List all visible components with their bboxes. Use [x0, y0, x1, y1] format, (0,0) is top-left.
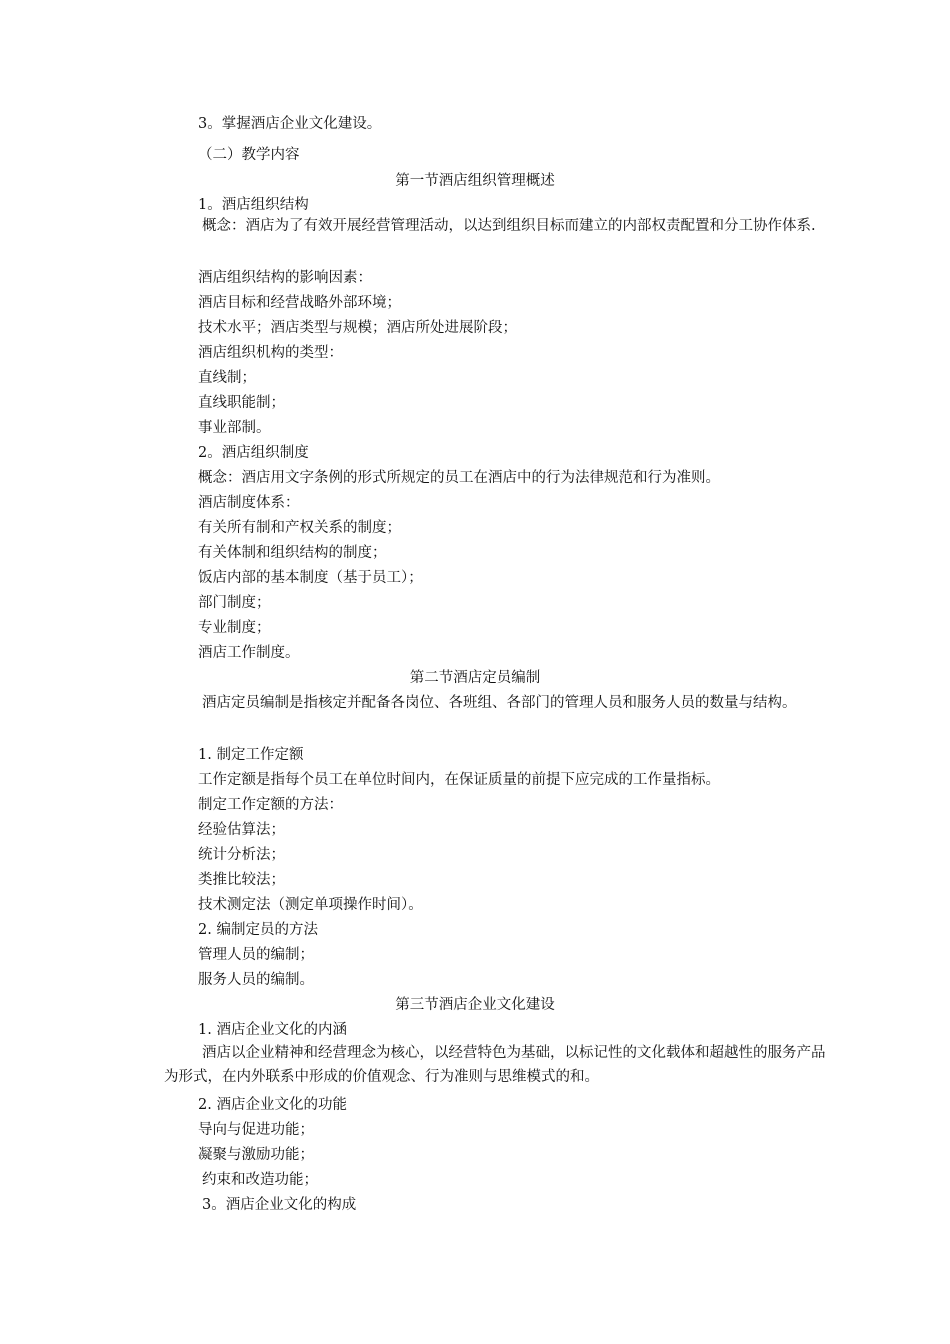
text-line: 统计分析法；: [198, 847, 285, 863]
subheading: 1. 制定工作定额: [198, 747, 304, 763]
text-line: 约束和改造功能；: [202, 1172, 318, 1188]
text-line: 酒店工作制度。: [198, 645, 300, 661]
text-line: 饭店内部的基本制度（基于员工）；: [198, 570, 423, 586]
text-line: 凝聚与激励功能；: [198, 1147, 314, 1163]
subheading: 2。酒店组织制度: [198, 445, 309, 461]
text-line: 服务人员的编制。: [198, 972, 314, 988]
text-line: 技术水平；酒店类型与规模；酒店所处进展阶段；: [198, 320, 517, 336]
text-line: 直线职能制；: [198, 395, 285, 411]
text-line: 管理人员的编制；: [198, 947, 314, 963]
text-line: 专业制度；: [198, 620, 271, 636]
text-line: 酒店组织机构的类型：: [198, 345, 343, 361]
paragraph: 概念：酒店为了有效开展经营管理活动，以达到组织目标而建立的内部权责配置和分工协作体系.: [202, 218, 816, 234]
text-line: 有关体制和组织结构的制度；: [198, 545, 387, 561]
subheading: 2. 酒店企业文化的功能: [198, 1097, 347, 1113]
text-line: 技术测定法（测定单项操作时间）。: [198, 897, 423, 913]
section-heading: （二）教学内容: [198, 147, 300, 163]
text-line: 有关所有制和产权关系的制度；: [198, 520, 401, 536]
text-line: 部门制度；: [198, 595, 271, 611]
chapter-section-title-3: 第三节酒店企业文化建设: [395, 997, 555, 1013]
paragraph: 酒店以企业精神和经营理念为核心，以经营特色为基础，以标记性的文化载体和超越性的服务产品为形式，在内外联系中形成的价值观念、行为准则与思维模式的和。: [164, 1045, 826, 1085]
subheading: 1。酒店组织结构: [198, 197, 309, 213]
subheading: 1. 酒店企业文化的内涵: [198, 1022, 347, 1038]
text-line: 直线制；: [198, 370, 256, 386]
text-line: 酒店目标和经营战略外部环境；: [198, 295, 401, 311]
text-line: 酒店组织结构的影响因素：: [198, 270, 372, 286]
objective-line: 3。掌握酒店企业文化建设。: [198, 116, 382, 132]
text-line: 经验估算法；: [198, 822, 285, 838]
subheading: 3。酒店企业文化的构成: [202, 1197, 357, 1213]
text-line: 工作定额是指每个员工在单位时间内，在保证质量的前提下应完成的工作量指标。: [198, 772, 720, 788]
text-line: 事业部制。: [198, 420, 271, 436]
text-line: 酒店制度体系：: [198, 495, 300, 511]
chapter-section-title-1: 第一节酒店组织管理概述: [395, 173, 555, 189]
text-line: 制定工作定额的方法：: [198, 797, 343, 813]
text-line: 概念：酒店用文字条例的形式所规定的员工在酒店中的行为法律规范和行为准则。: [198, 470, 720, 486]
subheading: 2. 编制定员的方法: [198, 922, 318, 938]
chapter-section-title-2: 第二节酒店定员编制: [409, 670, 541, 686]
text-line: 导向与促进功能；: [198, 1122, 314, 1138]
paragraph: 酒店定员编制是指核定并配备各岗位、各班组、各部门的管理人员和服务人员的数量与结构。: [202, 695, 797, 711]
text-line: 类推比较法；: [198, 872, 285, 888]
